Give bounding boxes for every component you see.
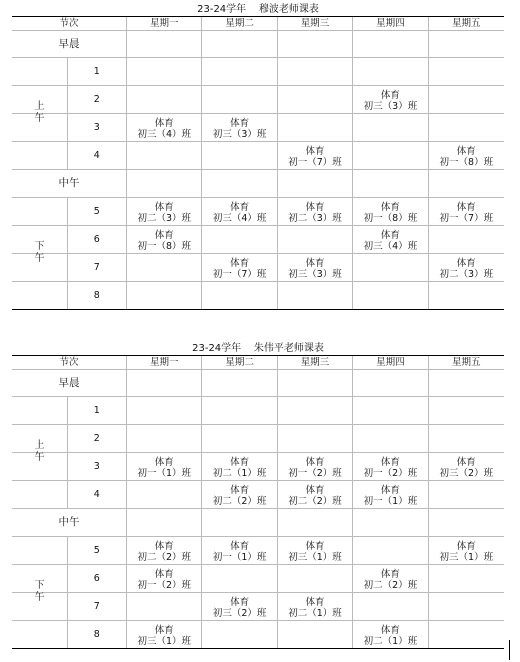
period-number: 1 (67, 58, 127, 85)
afternoon-half-label (12, 197, 67, 309)
subject-label: 体育 (305, 146, 325, 157)
period-row (12, 620, 504, 648)
subject-label: 体育 (305, 597, 325, 608)
period-number: 2 (67, 425, 127, 452)
empty-cell[interactable] (277, 509, 352, 536)
period-row (12, 536, 504, 564)
class-label: 初二（2）班 (288, 496, 342, 507)
class-label: 初三（1）班 (439, 552, 494, 563)
subject-label: 体育 (305, 258, 325, 269)
subject-label: 体育 (456, 258, 476, 269)
period-number: 7 (67, 593, 127, 620)
class-cell[interactable] (277, 198, 352, 225)
subject-label: 体育 (230, 202, 250, 213)
day-header: 星期五 (428, 356, 504, 369)
period-number: 3 (67, 114, 127, 141)
morning-row-label: 早晨 (58, 37, 80, 50)
day-header: 星期五 (428, 17, 504, 30)
class-cell[interactable] (352, 86, 427, 113)
empty-cell[interactable] (352, 593, 427, 620)
empty-cell[interactable] (126, 142, 201, 169)
subject-label: 体育 (380, 569, 400, 580)
empty-cell[interactable] (428, 370, 504, 396)
class-label: 初三（4）班 (137, 129, 192, 140)
empty-cell[interactable] (201, 370, 276, 396)
subject-label: 体育 (154, 202, 174, 213)
class-label: 初一（7）班 (439, 213, 494, 224)
class-label: 初一（8）班 (439, 157, 494, 168)
timetable-title: 23-24学年 朱伟平老师课表 (192, 343, 324, 354)
class-cell[interactable] (277, 453, 352, 480)
subject-label: 体育 (230, 457, 250, 468)
empty-cell[interactable] (352, 370, 427, 396)
subject-label: 体育 (456, 202, 476, 213)
period-number: 8 (67, 621, 127, 648)
subject-label: 体育 (154, 457, 174, 468)
subject-label: 体育 (154, 230, 174, 241)
period-row (12, 281, 504, 309)
day-header: 星期二 (201, 356, 276, 369)
empty-cell[interactable] (428, 226, 504, 253)
class-cell[interactable] (201, 481, 276, 508)
morning-half-label-char: 上 (34, 101, 45, 112)
class-label: 初二（2）班 (212, 496, 267, 507)
class-cell[interactable] (201, 114, 276, 141)
timetable-grid (12, 16, 504, 310)
class-label: 初三（3）班 (288, 269, 342, 280)
empty-cell[interactable] (352, 282, 427, 309)
empty-cell[interactable] (428, 621, 504, 648)
class-label: 初二（3）班 (288, 213, 342, 224)
class-label: 初三（4）班 (363, 241, 418, 252)
day-header: 星期四 (352, 17, 427, 30)
class-cell[interactable] (201, 254, 276, 281)
period-row (12, 564, 504, 592)
class-label: 初二（1）班 (363, 636, 418, 647)
class-label: 初三（2）班 (212, 608, 267, 619)
class-label: 初三（3）班 (363, 101, 418, 112)
subject-label: 体育 (230, 597, 250, 608)
empty-cell[interactable] (428, 58, 504, 85)
empty-cell[interactable] (126, 31, 201, 57)
empty-cell[interactable] (352, 537, 427, 564)
empty-cell[interactable] (126, 254, 201, 281)
subject-label: 体育 (380, 457, 400, 468)
class-cell[interactable] (126, 226, 201, 253)
empty-cell[interactable] (277, 31, 352, 57)
empty-cell[interactable] (126, 370, 201, 396)
day-header: 星期二 (201, 17, 276, 30)
class-cell[interactable] (126, 621, 201, 648)
class-label: 初三（1）班 (288, 552, 342, 563)
empty-cell[interactable] (277, 226, 352, 253)
noon-row (12, 169, 504, 197)
subject-label: 体育 (230, 485, 250, 496)
empty-cell[interactable] (201, 142, 276, 169)
empty-cell[interactable] (126, 397, 201, 424)
empty-cell[interactable] (277, 114, 352, 141)
noon-row-label: 中午 (58, 177, 80, 189)
subject-label: 体育 (380, 202, 400, 213)
empty-cell[interactable] (277, 86, 352, 113)
noon-row-label: 中午 (58, 516, 80, 528)
empty-cell[interactable] (428, 31, 504, 57)
empty-cell[interactable] (277, 282, 352, 309)
period-row (12, 396, 504, 424)
timetable-grid (12, 355, 504, 649)
afternoon-half-label (12, 536, 67, 648)
empty-cell[interactable] (428, 114, 504, 141)
morning-row-label: 早晨 (58, 376, 80, 389)
empty-cell[interactable] (428, 593, 504, 620)
class-label: 初一（7）班 (212, 269, 267, 280)
empty-cell[interactable] (428, 170, 504, 197)
empty-cell[interactable] (352, 142, 427, 169)
period-row (12, 197, 504, 225)
empty-cell[interactable] (277, 58, 352, 85)
morning-half-label (12, 57, 67, 169)
empty-cell[interactable] (277, 565, 352, 592)
class-cell[interactable] (277, 537, 352, 564)
class-label: 初一（1）班 (212, 552, 267, 563)
afternoon-half-label-char: 午 (34, 592, 45, 603)
period-number: 6 (67, 565, 127, 592)
period-number: 4 (67, 481, 127, 508)
empty-cell[interactable] (352, 170, 427, 197)
class-label: 初一（7）班 (288, 157, 342, 168)
empty-cell[interactable] (201, 31, 276, 57)
empty-cell[interactable] (428, 565, 504, 592)
timetable-title: 23-24学年 穆波老师课表 (197, 4, 319, 15)
empty-cell[interactable] (126, 58, 201, 85)
period-number: 2 (67, 86, 127, 113)
header-row (12, 356, 504, 369)
empty-cell[interactable] (201, 58, 276, 85)
class-cell[interactable] (277, 593, 352, 620)
empty-cell[interactable] (201, 397, 276, 424)
day-header: 星期一 (126, 356, 201, 369)
afternoon-half-label-char: 下 (34, 580, 45, 591)
teacher-timetable-1 (12, 4, 504, 310)
empty-cell[interactable] (126, 282, 201, 309)
class-cell[interactable] (201, 453, 276, 480)
period-row (12, 424, 504, 452)
subject-label: 体育 (380, 90, 400, 101)
class-label: 初三（1）班 (137, 636, 192, 647)
empty-cell[interactable] (352, 397, 427, 424)
period-row (12, 592, 504, 620)
period-row (12, 480, 504, 508)
empty-cell[interactable] (277, 370, 352, 396)
empty-cell[interactable] (277, 425, 352, 452)
empty-cell[interactable] (277, 170, 352, 197)
noon-row (12, 508, 504, 536)
morning-half-label-char: 午 (34, 452, 45, 463)
subject-label: 体育 (456, 457, 476, 468)
period-row (12, 452, 504, 480)
class-label: 初一（2）班 (137, 580, 192, 591)
text-cursor (509, 640, 510, 660)
class-label: 初二（1）班 (212, 468, 267, 479)
empty-cell[interactable] (277, 621, 352, 648)
period-header: 节次 (59, 357, 79, 368)
class-label: 初二（1）班 (288, 608, 342, 619)
period-number: 8 (67, 282, 127, 309)
class-label: 初一（8）班 (363, 213, 418, 224)
empty-cell[interactable] (352, 509, 427, 536)
class-label: 初三（4）班 (212, 213, 267, 224)
afternoon-half-label-char: 午 (34, 253, 45, 264)
empty-cell[interactable] (201, 425, 276, 452)
class-cell[interactable] (126, 114, 201, 141)
class-cell[interactable] (277, 481, 352, 508)
period-row (12, 141, 504, 169)
class-cell[interactable] (126, 565, 201, 592)
class-label: 初一（1）班 (137, 468, 192, 479)
morning-half-label (12, 396, 67, 508)
class-cell[interactable] (352, 198, 427, 225)
class-label: 初一（1）班 (363, 496, 418, 507)
empty-cell[interactable] (201, 170, 276, 197)
empty-cell[interactable] (352, 58, 427, 85)
period-row (12, 85, 504, 113)
empty-cell[interactable] (428, 425, 504, 452)
empty-cell[interactable] (201, 509, 276, 536)
day-header: 星期一 (126, 17, 201, 30)
class-cell[interactable] (352, 453, 427, 480)
subject-label: 体育 (230, 541, 250, 552)
morning-half-label-char: 午 (34, 113, 45, 124)
empty-cell[interactable] (126, 425, 201, 452)
class-cell[interactable] (126, 198, 201, 225)
class-label: 初一（2）班 (363, 468, 418, 479)
class-cell[interactable] (428, 198, 504, 225)
subject-label: 体育 (305, 457, 325, 468)
subject-label: 体育 (305, 202, 325, 213)
class-cell[interactable] (126, 537, 201, 564)
period-number: 1 (67, 397, 127, 424)
class-cell[interactable] (277, 142, 352, 169)
empty-cell[interactable] (201, 226, 276, 253)
period-row (12, 113, 504, 141)
subject-label: 体育 (380, 485, 400, 496)
morning-row (12, 30, 504, 57)
class-label: 初三（2）班 (439, 468, 494, 479)
class-label: 初二（2）班 (137, 552, 192, 563)
empty-cell[interactable] (201, 86, 276, 113)
class-cell[interactable] (201, 537, 276, 564)
class-cell[interactable] (428, 537, 504, 564)
empty-cell[interactable] (201, 565, 276, 592)
period-number: 5 (67, 198, 127, 225)
empty-cell[interactable] (352, 31, 427, 57)
class-label: 初二（3）班 (439, 269, 494, 280)
empty-cell[interactable] (352, 425, 427, 452)
subject-label: 体育 (154, 118, 174, 129)
class-cell[interactable] (277, 254, 352, 281)
subject-label: 体育 (154, 625, 174, 636)
class-cell[interactable] (352, 481, 427, 508)
subject-label: 体育 (305, 541, 325, 552)
class-cell[interactable] (428, 453, 504, 480)
empty-cell[interactable] (428, 397, 504, 424)
subject-label: 体育 (154, 569, 174, 580)
morning-row (12, 369, 504, 396)
empty-cell[interactable] (352, 254, 427, 281)
empty-cell[interactable] (126, 593, 201, 620)
subject-label: 体育 (456, 146, 476, 157)
empty-cell[interactable] (201, 621, 276, 648)
subject-label: 体育 (456, 541, 476, 552)
period-row (12, 225, 504, 253)
empty-cell[interactable] (428, 481, 504, 508)
class-label: 初二（2）班 (363, 580, 418, 591)
afternoon-half-label-char: 下 (34, 241, 45, 252)
period-header: 节次 (59, 18, 79, 29)
period-number: 3 (67, 453, 127, 480)
day-header: 星期三 (277, 17, 352, 30)
empty-cell[interactable] (126, 509, 201, 536)
day-header: 星期四 (352, 356, 427, 369)
class-label: 初一（2）班 (288, 468, 342, 479)
empty-cell[interactable] (428, 86, 504, 113)
subject-label: 体育 (305, 485, 325, 496)
empty-cell[interactable] (126, 481, 201, 508)
period-row (12, 253, 504, 281)
subject-label: 体育 (380, 625, 400, 636)
class-cell[interactable] (428, 142, 504, 169)
class-cell[interactable] (352, 226, 427, 253)
teacher-timetable-2 (12, 343, 504, 649)
empty-cell[interactable] (126, 86, 201, 113)
subject-label: 体育 (230, 258, 250, 269)
class-cell[interactable] (352, 565, 427, 592)
period-number: 4 (67, 142, 127, 169)
day-header: 星期三 (277, 356, 352, 369)
class-label: 初一（8）班 (137, 241, 192, 252)
empty-cell[interactable] (201, 282, 276, 309)
class-cell[interactable] (201, 198, 276, 225)
class-label: 初二（3）班 (137, 213, 192, 224)
class-cell[interactable] (201, 593, 276, 620)
class-label: 初三（3）班 (212, 129, 267, 140)
subject-label: 体育 (154, 541, 174, 552)
subject-label: 体育 (230, 118, 250, 129)
period-number: 5 (67, 537, 127, 564)
class-cell[interactable] (352, 621, 427, 648)
period-number: 6 (67, 226, 127, 253)
header-row (12, 17, 504, 30)
empty-cell[interactable] (428, 509, 504, 536)
empty-cell[interactable] (352, 114, 427, 141)
subject-label: 体育 (380, 230, 400, 241)
empty-cell[interactable] (277, 397, 352, 424)
empty-cell[interactable] (428, 282, 504, 309)
period-number: 7 (67, 254, 127, 281)
morning-half-label-char: 上 (34, 440, 45, 451)
period-row (12, 57, 504, 85)
class-cell[interactable] (428, 254, 504, 281)
empty-cell[interactable] (126, 170, 201, 197)
class-cell[interactable] (126, 453, 201, 480)
